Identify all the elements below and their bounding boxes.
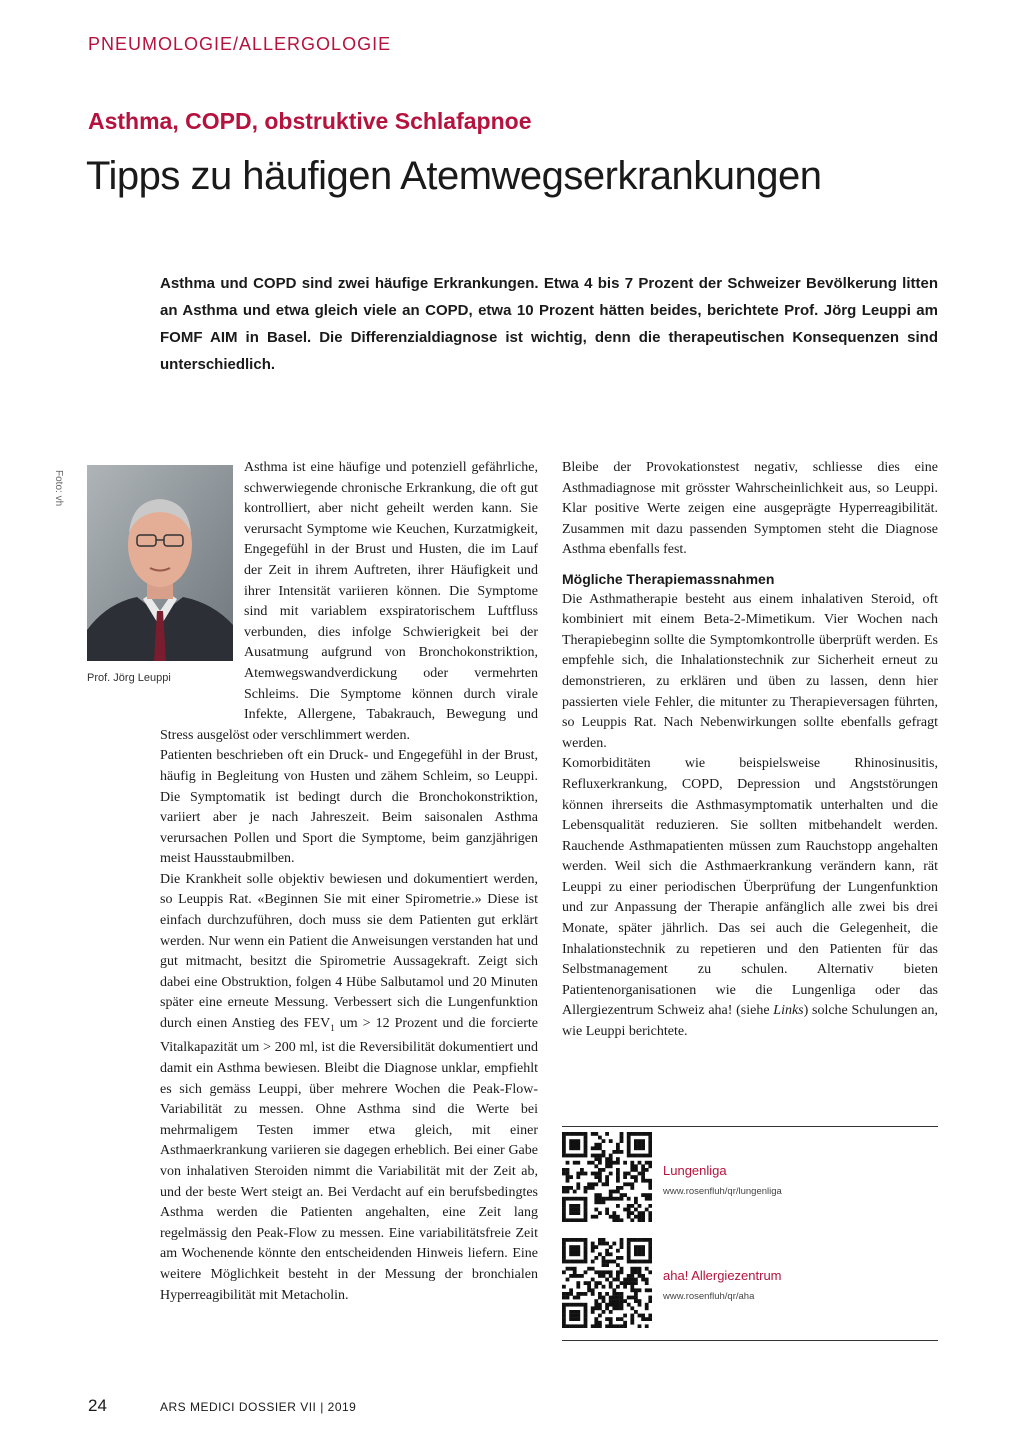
- qr-pattern: [562, 1132, 652, 1222]
- section-label: PNEUMOLOGIE/ALLERGOLOGIE: [88, 34, 392, 54]
- link-title: Lungenliga: [663, 1163, 727, 1178]
- article-title: Tipps zu häufigen Atemwegserkrankungen: [86, 154, 822, 198]
- article-column-1: [160, 458, 538, 1348]
- paragraph: Die Asthmatherapie besteht aus einem inhalativen Steroid, oft kombiniert mit einem Beta-2-Mimetikum. Vier Wochen nach Therapiebeginn sollte die Symptomkontrolle überprüft werden. Es empfehle sich, die Inhalationstechnik zur Sicherheit erneut zu demonstrieren, zu erklären und üben zu lassen, denn hier passierten viele Fehler, die mitunter zu Therapieversagen führten, so Leuppis Rat. Nach Nebenwirkungen sollte ebenfalls gefragt werden.: [562, 591, 938, 751]
- photo-wrap-spacer: [160, 458, 244, 708]
- paragraph: Die Krankheit solle objektiv bewiesen und dokumentiert werden, so Leuppis Rat. «Beginnen Sie mit einer Spirometrie.» Diese ist einfach durchzuführen, doch muss sie dem Patienten gut erklärt werden. Nur wenn ein Patient die Anweisungen verstanden hat und gut mitmacht, besitzt die Spirometrie Aussagekraft. Zeigt sich dabei eine Obstruktion, folgen 4 Hübe Salbutamol und 20 Minuten später eine erneute Messung. Verbessert sich die Lungenfunktion durch einen Anstieg des $FEV_1$ um > 12 Prozent und die forcierte Vitalkapazität um > 200 ml, ist die Reversibilität dokumentiert und damit ein Asthma bewiesen. Bleibt die Diagnose unklar, empfiehlt es sich gemäss Leuppi, über mehrere Wochen die Peak-Flow-Variabilität zu messen. Ohne Asthma sind die Werte bei mehrmaligem Testen immer etwa gleich, mit einer Asthmaerkrankung variieren sie dagegen erheblich. Bei einer Gabe von inhalativen Steroiden nimmt die Variabilität mit der Zeit ab, und der beste Wert steigt an. Bei Verdacht auf ein berufsbedingtes Asthma werden die Patienten angehalten, eine Zeit lang regelmässig den Peak-Flow zu messen. Eine variabilitätsfreie Zeit am Wochenende könnte den entscheidenden Hinweis liefern. Eine weitere Möglichkeit besteht in der Messung der bronchialen Hyperreagibilität mit Metacholin.: [160, 871, 538, 1303]
- photo-credit: Foto: vh: [53, 470, 64, 507]
- links-bottom-rule: [562, 1340, 938, 1341]
- qr-code-aha[interactable]: [562, 1238, 652, 1328]
- paragraph: Komorbiditäten wie beispielsweise Rhinosinusitis, Refluxerkrankung, COPD, Depression und Angststörungen können ihrerseits die Asthmasymptomatik unterhalten und die Lebensqualität reduzieren. Sie sollten mitbehandelt werden. Rauchende Asthmapatienten müssen zum Rauchstopp angehalten werden. Weil sich die Asthmaerkrankung verändern kann, rät Leuppi zu einer periodischen Überprüfung der Lungenfunktion und zur Anpassung der Therapie anfänglich alle zwei bis drei Monate, später jährlich. Das sei auch die Gelegenheit, die Inhalationstechnik zu repetieren und den Patienten für das Selbstmanagement zu schulen. Alternativ bieten Patientenorganisationen wie die Lungenliga oder das Allergiezentrum Schweiz aha! (siehe Links) solche Schulungen an, wie Leuppi berichtete.: [562, 756, 938, 1040]
- qr-code-lungenliga[interactable]: [562, 1132, 652, 1222]
- paragraph: Asthma ist eine häufige und potenziell gefährliche, schwerwiegende chronische Erkrankung, die oft gut kontrolliert, aber nicht geheilt werden kann. Sie verursacht Symptome wie Keuchen, Kurzatmigkeit, Engegefühl in der Brust und Husten, die im Lauf der Zeit in ihrem Auftreten, ihrer Häufigkeit und ihrer Intensität variieren können. Die Symptome sind mit variablem exspiratorischem Luftfluss verbunden, dies infolge Schwierigkeit bei der Ausatmung aufgrund von Bronchokonstriktion, Atemwegswandverdickung oder vermehrten Schleims. Die Symptome können durch virale Infekte, Allergene, Tabakrauch, Bewegung und Stress ausgelöst oder verschlimmert werden.: [160, 460, 538, 743]
- journal-name: ARS MEDICI DOSSIER VII | 2019: [160, 1400, 357, 1414]
- subheading: Mögliche Therapiemassnahmen: [562, 570, 775, 587]
- article-column-2: [562, 458, 938, 1043]
- paragraph: Patienten beschrieben oft ein Druck- und Engegefühl in der Brust, häufig in Begleitung von Husten und zähem Schleim, so Leuppi. Die Symptomatik ist bedingt durch die Bronchokonstriktion, variiert aber je nach Jahreszeit. Beim saisonalen Asthma verursachen Pollen und Sport die Symptome, beim ganzjährigen meist Hausstaubmilben.: [160, 748, 538, 867]
- link-url[interactable]: www.rosenfluh/qr/lungenliga: [663, 1186, 782, 1197]
- qr-pattern: [562, 1238, 652, 1328]
- links-top-rule: [562, 1126, 938, 1127]
- link-url[interactable]: www.rosenfluh/qr/aha: [663, 1291, 755, 1302]
- article-kicker: Asthma, COPD, obstruktive Schlafapnoe: [88, 108, 532, 134]
- link-title: aha! Allergiezentrum: [663, 1268, 782, 1283]
- page-number: 24: [88, 1396, 107, 1415]
- paragraph: Bleibe der Provokationstest negativ, schliesse dies eine Asthmadiagnose mit grösster Wahrscheinlichkeit aus, so Leuppi. Klar positive Werte zeigen eine ausgeprägte Hyperreagibilität. Zusammen mit dazu passenden Symptomen steht die Diagnose Asthma ebenfalls fest.: [562, 460, 938, 558]
- photo-caption: Prof. Jörg Leuppi: [87, 672, 171, 684]
- article-lead: Asthma und COPD sind zwei häufige Erkrankungen. Etwa 4 bis 7 Prozent der Schweizer Bevölkerung litten an Asthma und etwa gleich viele an COPD, etwa 10 Prozent hätten beides, berichtete Prof. Jörg Leuppi am FOMF AIM in Basel. Die Differenzialdiagnose ist wichtig, denn die therapeutischen Konsequenzen sind unterschiedlich.: [160, 275, 938, 373]
